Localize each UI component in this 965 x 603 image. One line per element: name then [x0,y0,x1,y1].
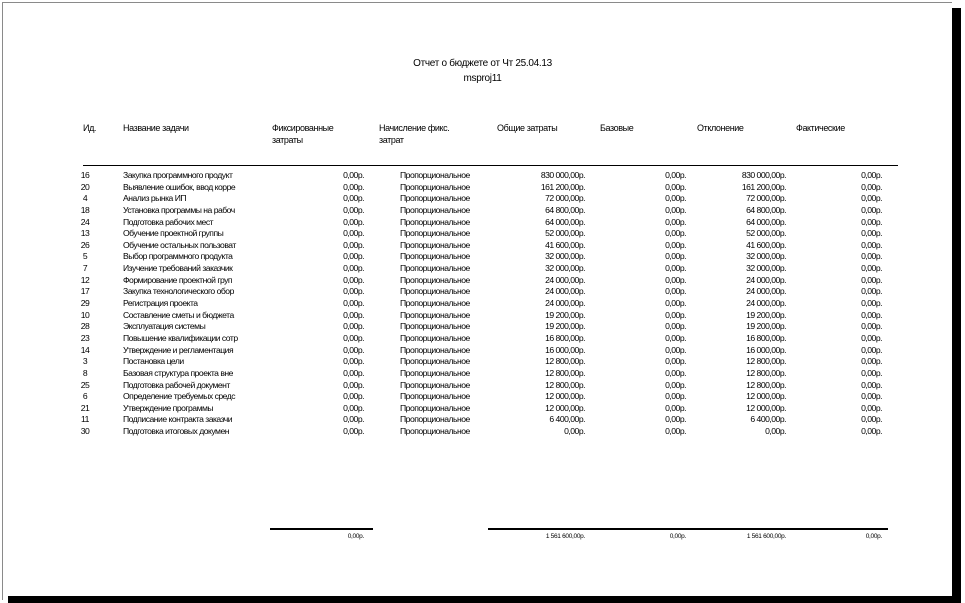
table-row [0,414,965,426]
cell-accrual: Пропорциональное [400,414,470,425]
cell-total-cost: 16 000,00р. [545,344,585,355]
cell-fixed-cost: 0,00р. [343,239,364,250]
report-subtitle: msproj11 [463,73,502,84]
cell-baseline: 0,00р. [665,298,686,309]
table-row [0,298,965,310]
report-title: Отчет о бюджете от Чт 25.04.13 [413,58,552,69]
cell-id: 11 [81,414,89,425]
cell-baseline: 0,00р. [665,309,686,320]
cell-fixed-cost: 0,00р. [343,193,364,204]
cell-variance: 41 600,00р. [746,239,786,250]
cell-baseline: 0,00р. [665,286,686,297]
cell-accrual: Пропорциональное [400,332,470,343]
header-fixed-line1: Фиксированные [272,123,334,133]
cell-baseline: 0,00р. [665,379,686,390]
header-id: Ид. [83,123,97,133]
cell-variance: 64 800,00р. [746,204,786,215]
cell-baseline: 0,00р. [665,344,686,355]
cell-fixed-cost: 0,00р. [343,391,364,402]
cell-variance: 6 400,00р. [750,414,786,425]
cell-total-cost: 19 200,00р. [545,321,585,332]
cell-task-name: Определение требуемых средс [123,391,236,402]
cell-fixed-cost: 0,00р. [343,263,364,274]
table-row [0,321,965,333]
header-accrual-line1: Начисление фикс. [379,123,450,133]
cell-accrual: Пропорциональное [400,204,470,215]
cell-variance: 64 000,00р. [746,216,786,227]
header-actual: Фактические [796,123,845,133]
cell-fixed-cost: 0,00р. [343,274,364,285]
cell-baseline: 0,00р. [665,251,686,262]
cell-total-cost: 19 200,00р. [545,309,585,320]
table-row [0,205,965,217]
cell-accrual: Пропорциональное [400,216,470,227]
cell-actual: 0,00р. [861,204,882,215]
table-row [0,240,965,252]
cell-variance: 0,00р. [765,426,786,437]
cell-actual: 0,00р. [861,321,882,332]
cell-total-cost: 64 800,00р. [545,204,585,215]
cell-baseline: 0,00р. [665,426,686,437]
cell-variance: 830 000,00р. [741,170,786,180]
cell-variance: 32 000,00р. [746,263,786,274]
cell-variance: 24 000,00р. [746,274,786,285]
cell-baseline: 0,00р. [665,402,686,413]
cell-variance: 16 000,00р. [746,344,786,355]
cell-id: 17 [80,286,90,297]
cell-fixed-cost: 0,00р. [343,251,364,262]
table-row [0,228,965,240]
header-variance: Отклонение [697,123,744,133]
cell-task-name: Обучение проектной группы [123,228,224,239]
cell-id: 24 [80,216,90,227]
cell-task-name: Выявление ошибок, ввод корре [123,181,236,192]
cell-accrual: Пропорциональное [400,309,470,320]
table-row [0,345,965,357]
cell-fixed-cost: 0,00р. [343,216,364,227]
cell-task-name: Базовая структура проекта вне [123,367,233,378]
cell-baseline: 0,00р. [665,274,686,285]
cell-accrual: Пропорциональное [400,356,470,367]
table-row [0,193,965,205]
cell-task-name: Выбор программного продукта [123,251,233,262]
cell-variance: 12 000,00р. [746,402,786,413]
cell-fixed-cost: 0,00р. [343,367,364,378]
cell-accrual: Пропорциональное [400,344,470,355]
cell-baseline: 0,00р. [665,170,686,180]
cell-variance: 12 000,00р. [746,391,786,402]
cell-task-name: Подготовка рабочей документ [123,379,230,390]
table-row [0,217,965,229]
cell-baseline: 0,00р. [665,391,686,402]
table-row [0,310,965,322]
cell-total-cost: 0,00р. [564,426,585,437]
table-row [0,251,965,263]
cell-accrual: Пропорциональное [400,367,470,378]
cell-id: 12 [80,274,90,285]
table-row [0,368,965,380]
cell-actual: 0,00р. [861,181,882,192]
cell-variance: 72 000,00р. [746,193,786,204]
cell-accrual: Пропорциональное [400,263,470,274]
cell-accrual: Пропорциональное [400,251,470,262]
cell-actual: 0,00р. [861,239,882,250]
cell-actual: 0,00р. [861,414,882,425]
total-actual: 0,00р. [865,533,882,540]
cell-total-cost: 32 000,00р. [545,251,585,262]
cell-accrual: Пропорциональное [400,274,470,285]
cell-task-name: Подготовка рабочих мест [123,216,214,227]
table-row [0,333,965,345]
table-row [0,391,965,403]
cell-id: 7 [82,263,88,274]
cell-actual: 0,00р. [861,216,882,227]
header-divider [83,165,898,166]
cell-id: 10 [80,309,90,320]
cell-fixed-cost: 0,00р. [343,170,364,180]
cell-accrual: Пропорциональное [400,170,470,180]
cell-actual: 0,00р. [861,332,882,343]
table-row [0,403,965,415]
total-variance: 1 561 600,00р. [746,533,786,540]
cell-task-name: Формирование проектной груп [123,274,233,285]
cell-actual: 0,00р. [861,298,882,309]
cell-variance: 19 200,00р. [746,321,786,332]
cell-actual: 0,00р. [861,251,882,262]
cell-total-cost: 830 000,00р. [540,170,585,180]
cell-total-cost: 64 000,00р. [545,216,585,227]
cell-variance: 32 000,00р. [746,251,786,262]
cell-accrual: Пропорциональное [400,298,470,309]
cell-total-cost: 16 800,00р. [545,332,585,343]
cell-variance: 12 800,00р. [746,367,786,378]
cell-fixed-cost: 0,00р. [343,332,364,343]
cell-baseline: 0,00р. [665,414,686,425]
table-row [0,380,965,392]
cell-actual: 0,00р. [861,344,882,355]
cell-total-cost: 161 200,00р. [540,181,585,192]
cell-total-cost: 24 000,00р. [545,298,585,309]
cell-accrual: Пропорциональное [400,379,470,390]
cell-total-cost: 12 000,00р. [545,402,585,413]
cell-task-name: Изучение требований заказчик [123,263,233,274]
cell-total-cost: 12 800,00р. [545,356,585,367]
cell-task-name: Обучение остальных пользоват [123,239,236,250]
cell-fixed-cost: 0,00р. [343,414,364,425]
table-row [0,263,965,275]
cell-task-name: Составление сметы и бюджета [123,309,234,320]
cell-task-name: Постановка цели [123,356,184,367]
cell-task-name: Повышение квалификации сотр [123,332,238,343]
cell-id: 30 [80,426,90,437]
table-row [0,426,965,438]
cell-id: 26 [80,239,90,250]
cell-total-cost: 41 600,00р. [545,239,585,250]
cell-accrual: Пропорциональное [400,391,470,402]
cell-id: 21 [80,402,90,413]
cell-accrual: Пропорциональное [400,193,470,204]
cell-fixed-cost: 0,00р. [343,321,364,332]
cell-total-cost: 12 800,00р. [545,379,585,390]
cell-accrual: Пропорциональное [400,286,470,297]
cell-total-cost: 24 000,00р. [545,274,585,285]
header-fixed-line2: затраты [272,135,303,145]
table-row [0,356,965,368]
cell-baseline: 0,00р. [665,181,686,192]
cell-fixed-cost: 0,00р. [343,402,364,413]
cell-baseline: 0,00р. [665,367,686,378]
cell-accrual: Пропорциональное [400,228,470,239]
cell-fixed-cost: 0,00р. [343,426,364,437]
cell-variance: 16 800,00р. [746,332,786,343]
header-accrual-line2: затрат [379,135,404,145]
cell-id: 4 [82,193,88,204]
cell-accrual: Пропорциональное [400,321,470,332]
cell-fixed-cost: 0,00р. [343,228,364,239]
total-fixed: 0,00р. [347,533,364,540]
cell-task-name: Закупка технологического обор [123,286,234,297]
cell-baseline: 0,00р. [665,332,686,343]
cell-id: 5 [82,251,88,262]
cell-id: 23 [80,332,90,343]
table-row [0,182,965,194]
cell-id: 16 [80,170,90,180]
header-accrual [379,122,449,146]
header-fixed-costs [272,122,333,146]
cell-id: 25 [80,379,90,390]
page-shadow-bottom [8,596,961,603]
cell-accrual: Пропорциональное [400,239,470,250]
cell-task-name: Утверждение и регламентация [123,344,234,355]
cell-variance: 12 800,00р. [746,356,786,367]
table-row [0,286,965,298]
cell-id: 18 [80,204,90,215]
cell-total-cost: 12 800,00р. [545,367,585,378]
cell-task-name: Подписание контракта заказчи [123,414,233,425]
cell-accrual: Пропорциональное [400,426,470,437]
cell-variance: 24 000,00р. [746,298,786,309]
cell-task-name: Регистрация проекта [123,298,198,309]
cell-id: 28 [80,321,90,332]
cell-id: 13 [80,228,90,239]
cell-task-name: Подготовка итоговых докумен [123,426,229,437]
cell-id: 20 [80,181,90,192]
cell-id: 8 [82,367,88,378]
cell-baseline: 0,00р. [665,216,686,227]
cell-baseline: 0,00р. [665,263,686,274]
cell-variance: 161 200,00р. [741,181,786,192]
cell-task-name: Установка программы на рабоч [123,204,235,215]
cell-accrual: Пропорциональное [400,181,470,192]
header-name: Название задачи [123,123,189,133]
cell-total-cost: 32 000,00р. [545,263,585,274]
cell-baseline: 0,00р. [665,356,686,367]
cell-actual: 0,00р. [861,426,882,437]
cell-fixed-cost: 0,00р. [343,181,364,192]
cell-id: 6 [82,391,88,402]
cell-actual: 0,00р. [861,170,882,180]
cell-fixed-cost: 0,00р. [343,379,364,390]
cell-fixed-cost: 0,00р. [343,356,364,367]
cell-fixed-cost: 0,00р. [343,309,364,320]
total-line-costs [488,528,888,530]
cell-task-name: Анализ рынка ИП [123,193,187,204]
table-row [0,170,965,182]
cell-task-name: Закупка программного продукт [123,170,233,180]
cell-baseline: 0,00р. [665,239,686,250]
cell-baseline: 0,00р. [665,204,686,215]
total-cost: 1 561 600,00р. [545,533,585,540]
cell-total-cost: 6 400,00р. [549,414,585,425]
header-total-cost: Общие затраты [497,123,558,133]
cell-id: 3 [82,356,88,367]
cell-baseline: 0,00р. [665,193,686,204]
cell-actual: 0,00р. [861,379,882,390]
cell-actual: 0,00р. [861,402,882,413]
cell-id: 14 [80,344,90,355]
cell-actual: 0,00р. [861,193,882,204]
cell-id: 29 [80,298,90,309]
cell-fixed-cost: 0,00р. [343,298,364,309]
cell-fixed-cost: 0,00р. [343,344,364,355]
cell-baseline: 0,00р. [665,228,686,239]
cell-actual: 0,00р. [861,274,882,285]
cell-total-cost: 52 000,00р. [545,228,585,239]
table-row [0,275,965,287]
cell-fixed-cost: 0,00р. [343,286,364,297]
cell-total-cost: 72 000,00р. [545,193,585,204]
cell-actual: 0,00р. [861,356,882,367]
cell-fixed-cost: 0,00р. [343,204,364,215]
cell-actual: 0,00р. [861,228,882,239]
cell-task-name: Утверждение программы [123,402,214,413]
cell-actual: 0,00р. [861,309,882,320]
cell-variance: 19 200,00р. [746,309,786,320]
cell-task-name: Эксплуатация системы [123,321,206,332]
cell-variance: 12 800,00р. [746,379,786,390]
total-baseline: 0,00р. [669,533,686,540]
cell-variance: 52 000,00р. [746,228,786,239]
header-baseline: Базовые [600,123,634,133]
cell-total-cost: 24 000,00р. [545,286,585,297]
cell-actual: 0,00р. [861,263,882,274]
task-table-body [0,170,965,438]
cell-variance: 24 000,00р. [746,286,786,297]
cell-accrual: Пропорциональное [400,402,470,413]
cell-actual: 0,00р. [861,391,882,402]
cell-total-cost: 12 000,00р. [545,391,585,402]
cell-actual: 0,00р. [861,367,882,378]
cell-actual: 0,00р. [861,286,882,297]
total-line-fixed [270,528,373,530]
cell-baseline: 0,00р. [665,321,686,332]
